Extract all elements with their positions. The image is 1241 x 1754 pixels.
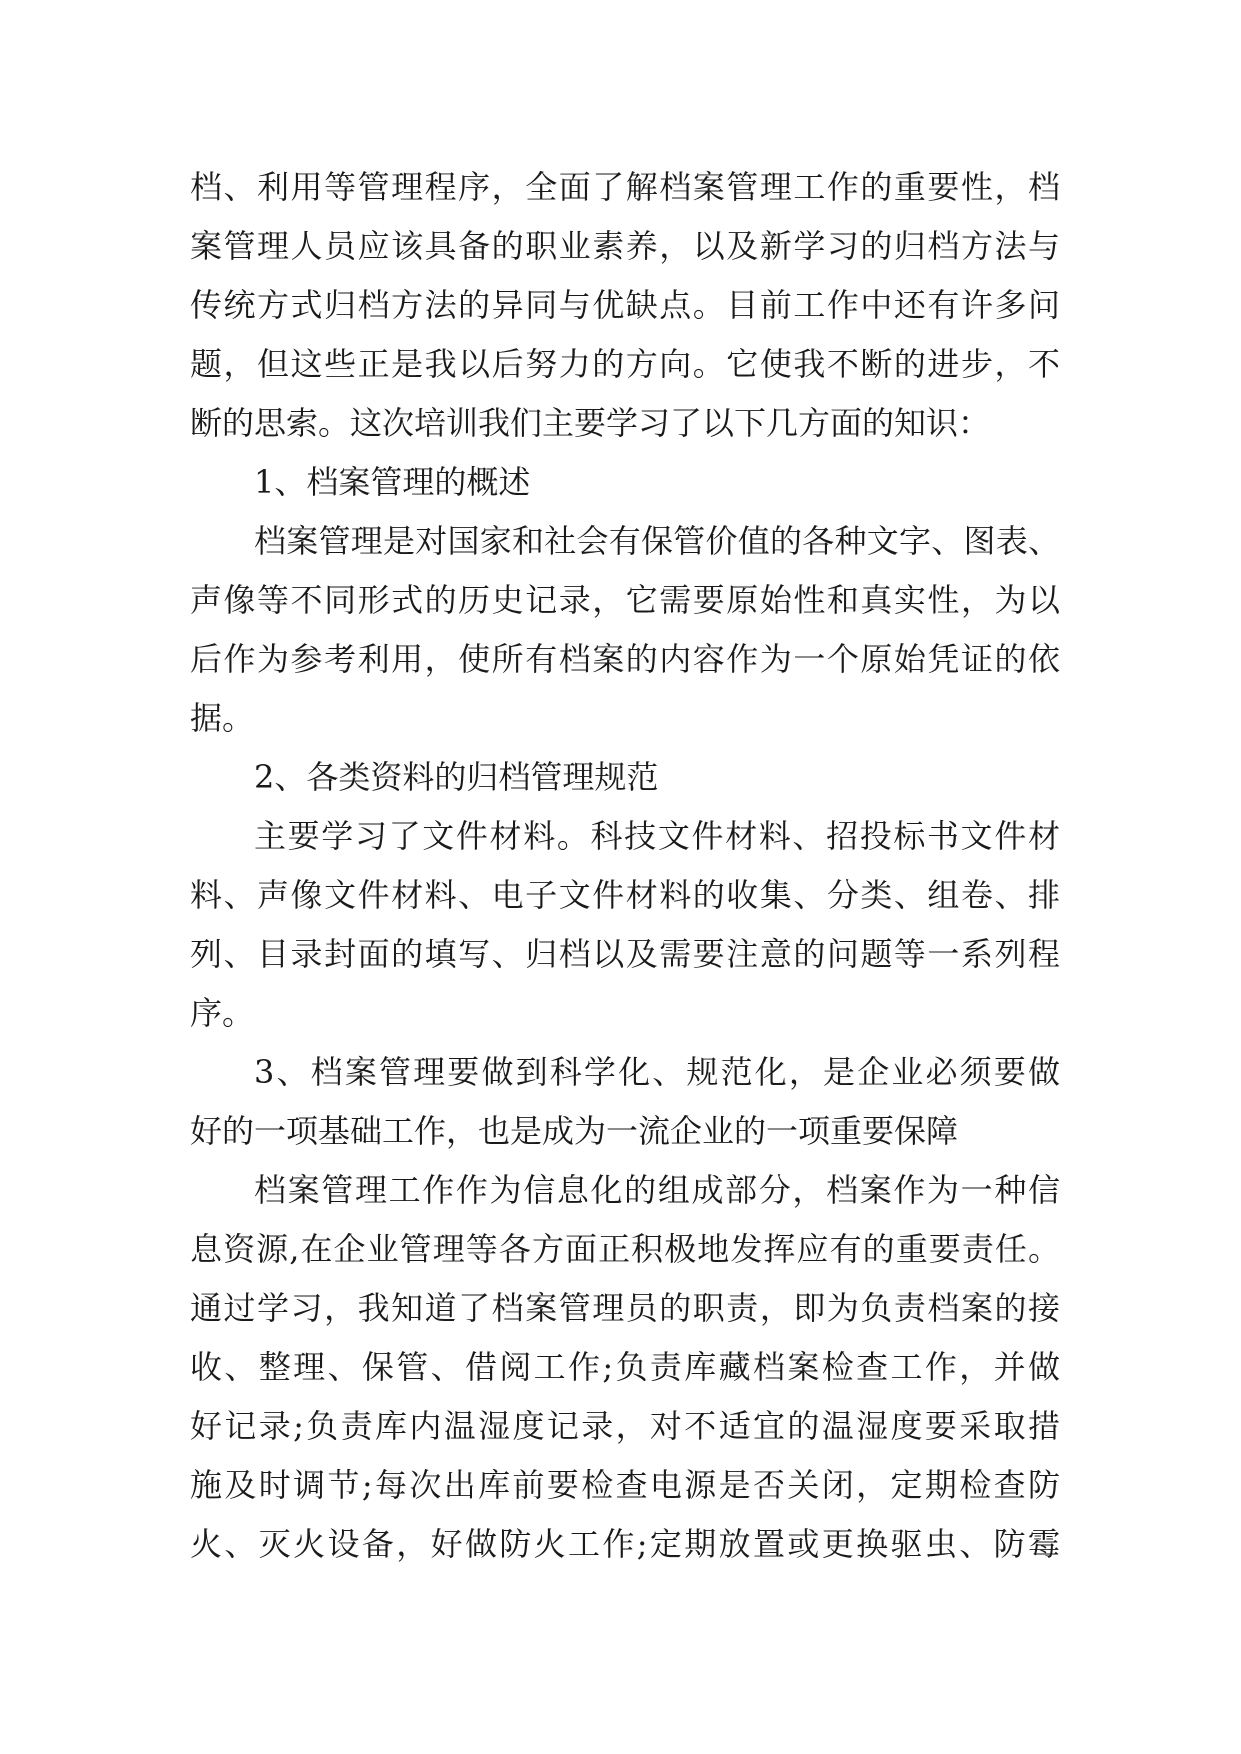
text-line: 施及时调节;每次出库前要检查电源是否关闭，定期检查防 (190, 1466, 1060, 1504)
section-heading: 3、档案管理要做到科学化、规范化，是企业必须要做 (254, 1053, 1060, 1091)
text-line: 主要学习了文件材料。科技文件材料、招投标书文件材 (254, 817, 1060, 855)
text-line: 息资源,在企业管理等各方面正积极地发挥应有的重要责任。 (190, 1230, 1060, 1268)
text-line: 料、声像文件材料、电子文件材料的收集、分类、组卷、排 (190, 876, 1060, 914)
text-line: 档案管理工作作为信息化的组成部分，档案作为一种信 (254, 1171, 1060, 1209)
text-line: 档、利用等管理程序，全面了解档案管理工作的重要性，档 (190, 168, 1060, 206)
text-line: 收、整理、保管、借阅工作;负责库藏档案检查工作，并做 (190, 1348, 1060, 1386)
text-line: 序。 (190, 994, 255, 1032)
text-line: 据。 (190, 699, 255, 737)
section-heading: 2、各类资料的归档管理规范 (254, 758, 659, 796)
text-line: 好记录;负责库内温湿度记录，对不适宜的温湿度要采取措 (190, 1407, 1060, 1445)
section-heading: 1、档案管理的概述 (254, 463, 531, 501)
document-page (190, 158, 1060, 1574)
text-line: 案管理人员应该具备的职业素养，以及新学习的归档方法与 (190, 227, 1060, 265)
text-line: 后作为参考利用，使所有档案的内容作为一个原始凭证的依 (190, 640, 1060, 678)
text-line: 声像等不同形式的历史记录，它需要原始性和真实性，为以 (190, 581, 1060, 619)
text-line: 火、灭火设备，好做防火工作;定期放置或更换驱虫、防霉 (190, 1525, 1060, 1563)
section-heading: 好的一项基础工作，也是成为一流企业的一项重要保障 (190, 1112, 959, 1150)
text-line: 传统方式归档方法的异同与优缺点。目前工作中还有许多问 (190, 286, 1060, 324)
text-line: 列、目录封面的填写、归档以及需要注意的问题等一系列程 (190, 935, 1060, 973)
text-line: 题，但这些正是我以后努力的方向。它使我不断的进步，不 (190, 345, 1060, 383)
text-line: 断的思索。这次培训我们主要学习了以下几方面的知识： (190, 404, 991, 442)
text-line: 档案管理是对国家和社会有保管价值的各种文字、图表、 (254, 522, 1060, 560)
text-line: 通过学习，我知道了档案管理员的职责，即为负责档案的接 (190, 1289, 1060, 1327)
